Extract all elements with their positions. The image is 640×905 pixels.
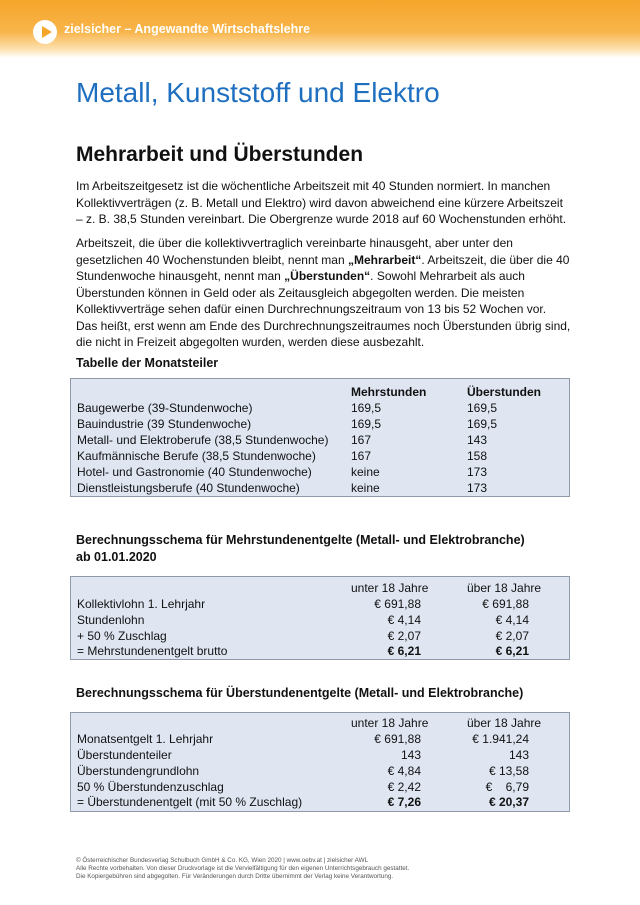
page-title: Metall, Kunststoff und Elektro [76, 77, 440, 108]
o18-value: € 2,07 [495, 629, 529, 643]
o18-value: 143 [508, 748, 529, 762]
u18-value: € 2,07 [387, 629, 421, 643]
footer-line: © Österreichischer Bundesverlag Schulbuch GmbH & Co. KG, Wien 2020 | www.oebv.at | zielsicher AWL [76, 857, 369, 864]
row-label: Überstundengrundlohn [77, 764, 200, 778]
row-label: 50 % Überstundenzuschlag [77, 780, 224, 794]
col-unter-18: unter 18 Jahre [351, 581, 429, 595]
text-line: Kollektivverträge sehen dafür einen Durchrechnungszeitraum von 13 bis 52 Wochen vor. [76, 302, 547, 316]
o18-value: € 20,37 [488, 795, 529, 809]
u18-value: € 4,84 [387, 764, 421, 778]
o18-value: € 6,79 [485, 780, 529, 794]
text-line [76, 268, 576, 285]
u18-value: € 4,14 [387, 613, 421, 627]
col-mehrstunden: Mehrstunden [351, 385, 427, 399]
o18-value: € 1.941,24 [472, 732, 529, 746]
row-label: Stundenlohn [77, 613, 145, 627]
monatsteiler-table [70, 378, 570, 497]
footer-line: Die Kopiergebühren sind abgegolten. Für Veränderungen durch Dritte übernimmt der Verlag keine Verantwortung. [76, 873, 394, 880]
row-label: = Mehrstundenentgelt brutto [77, 644, 228, 658]
ueber-value: 169,5 [467, 417, 498, 431]
ueber-value: 173 [467, 465, 488, 479]
header-band [0, 0, 640, 58]
row-label: Metall- und Elektroberufe (38,5 Stundenwoche) [77, 433, 329, 447]
col-ueber-18: über 18 Jahre [467, 581, 542, 595]
u18-value: € 691,88 [374, 597, 421, 611]
ueber-value: 169,5 [467, 401, 498, 415]
mehrstunden-table [70, 576, 570, 660]
o18-value: € 6,21 [495, 644, 529, 658]
ueberstunden-table [70, 712, 570, 812]
text-line: Das heißt, erst wenn am Ende des Durchrechnungszeitraumes noch Überstunden übrig sind, [76, 318, 571, 333]
term-ueberstunden: „Überstunden“ [284, 269, 371, 283]
u18-value: € 6,21 [387, 644, 421, 658]
row-label: Kaufmännische Berufe (38,5 Stundenwoche) [77, 449, 316, 463]
text-line: Arbeitszeit, die über die kollektivvertraglich vereinbarte hinausgeht, aber unter den [76, 236, 513, 250]
u18-value: € 2,42 [387, 780, 421, 794]
ueber-value: 158 [467, 449, 488, 463]
heading-line: Berechnungsschema für Mehrstundenentgelte (Metall- und Elektrobranche) [76, 533, 525, 547]
mehrstunden-heading [76, 532, 525, 566]
mehr-value: keine [351, 465, 380, 479]
mehr-value: 167 [351, 449, 372, 463]
text: Stundenwoche hinausgeht, nennt man [76, 269, 285, 283]
u18-value: € 7,26 [387, 795, 421, 809]
text: . Arbeitszeit, die über die 40 [421, 252, 570, 267]
text: gesetzlichen 40 Wochenstunden bleibt, nennt man [76, 252, 348, 267]
ueber-value: 143 [467, 433, 488, 447]
section-title: Mehrarbeit und Überstunden [76, 143, 364, 166]
col-ueberstunden: Überstunden [467, 385, 542, 399]
row-label: Baugewerbe (39-Stundenwoche) [77, 401, 253, 415]
heading-line: ab 01.01.2020 [76, 550, 157, 564]
row-label: Kollektivlohn 1. Lehrjahr [77, 597, 206, 611]
brand-title: zielsicher – Angewandte Wirtschaftslehre [64, 22, 311, 36]
text-line: Kollektivverträgen (z. B. Metall und Elektro) wird davon abweichend eine kürzere Arbeitszeit [76, 195, 563, 210]
play-logo-icon [33, 20, 57, 44]
footer-copyright [76, 857, 409, 881]
col-ueber-18: über 18 Jahre [467, 716, 542, 730]
text-line: Im Arbeitszeitgesetz ist die wöchentliche Arbeitszeit mit 40 Stunden normiert. In manchen [76, 179, 551, 193]
row-label: = Überstundenentgelt (mit 50 % Zuschlag) [77, 795, 303, 809]
mehr-value: 169,5 [351, 417, 382, 431]
o18-value: € 13,58 [488, 764, 529, 778]
definition-paragraph [76, 235, 576, 351]
monatsteiler-heading: Tabelle der Monatsteiler [76, 356, 219, 370]
row-label: Bauindustrie (39 Stundenwoche) [77, 417, 252, 431]
mehr-value: keine [351, 481, 380, 495]
text: . Sowohl Mehrarbeit als auch [370, 269, 525, 283]
row-label: Hotel- und Gastronomie (40 Stundenwoche) [77, 465, 312, 479]
u18-value: 143 [400, 748, 421, 762]
term-mehrarbeit: „Mehrarbeit“ [347, 252, 422, 267]
row-label: Dienstleistungsberufe (40 Stundenwoche) [77, 481, 300, 495]
text-line [76, 252, 576, 269]
ueber-value: 173 [467, 481, 488, 495]
row-label: Überstundenteiler [77, 748, 172, 762]
o18-value: € 4,14 [495, 613, 529, 627]
ueberstunden-heading: Berechnungsschema für Überstundenentgelte (Metall- und Elektrobranche) [76, 686, 524, 700]
intro-paragraph [76, 178, 576, 228]
text-line: die nicht in Freizeit abgegolten wurden, werden diese ausbezahlt. [76, 335, 425, 349]
mehr-value: 169,5 [351, 401, 382, 415]
o18-value: € 691,88 [482, 597, 529, 611]
footer-line: Alle Rechte vorbehalten. Von dieser Druckvorlage ist die Vervielfältigung für den eigenen Unterrichtsgebrauch gestattet. [76, 865, 410, 872]
row-label: Monatsentgelt 1. Lehrjahr [77, 732, 214, 746]
text-line: Überstunden können in Geld oder als Zeitausgleich abgegolten werden. Die meisten [76, 285, 525, 300]
row-label: + 50 % Zuschlag [77, 629, 167, 643]
col-unter-18: unter 18 Jahre [351, 716, 429, 730]
text-line: – z. B. 38,5 Stunden vereinbart. Die Obergrenze wurde 2018 auf 60 Wochenstunden erhöht. [76, 212, 567, 226]
u18-value: € 691,88 [374, 732, 421, 746]
mehr-value: 167 [351, 433, 372, 447]
